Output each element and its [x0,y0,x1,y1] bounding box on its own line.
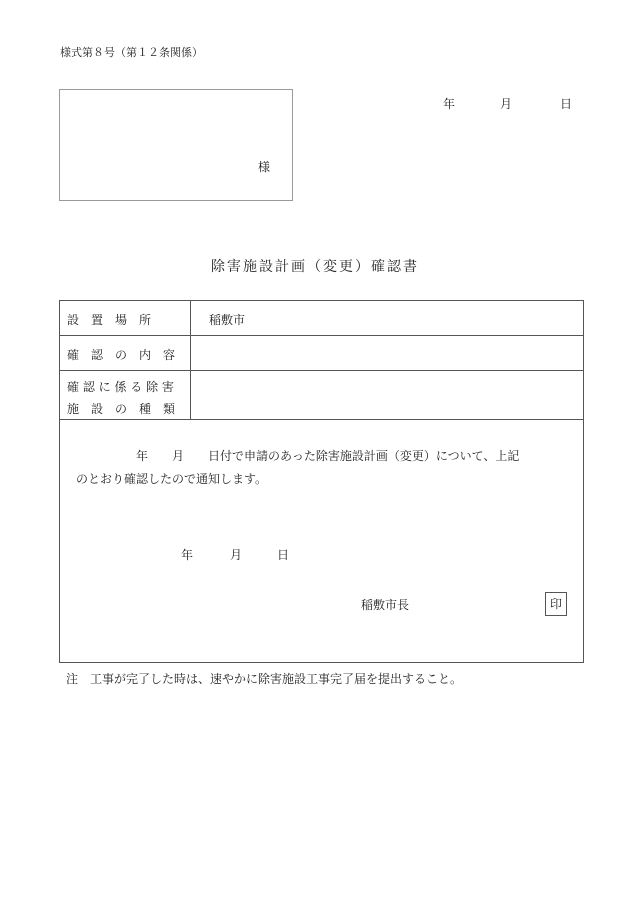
header-date-year: 年 [443,97,456,111]
facility-type-label-cell [60,371,191,419]
seal-mark: 印 [545,592,567,616]
notice-date-day: 日 [277,548,290,562]
header-date-month: 月 [500,97,513,111]
facility-type-label [67,376,175,420]
facility-type-label-line1: 確 認 に 係 る 除 害 [67,380,174,394]
location-value: 稲敷市 [209,313,246,327]
table-row-facility-type [60,371,583,420]
table-row-location [60,301,583,336]
confirmation-table [59,300,584,663]
notice-text: 年 月 日付で申請のあった除害施設計画（変更）について、上記 のとおり確認したので通知します。 [76,449,520,486]
issuer-name: 稲敷市長 [361,598,410,612]
header-date-day: 日 [560,97,573,111]
location-label-cell [60,301,191,335]
content-label: 確 認 の 内 容 [67,348,176,362]
location-label: 設 置 場 所 [67,313,152,327]
document-title: 除害施設計画（変更）確認書 [211,259,419,275]
facility-type-label-line2: 施 設 の 種 類 [67,402,176,416]
footnote: 注 工事が完了した時は、速やかに除害施設工事完了届を提出すること。 [66,672,463,686]
form-number: 様式第８号（第１２条関係） [60,46,203,59]
table-row-content [60,336,583,371]
content-label-cell [60,336,191,370]
addressee-honorific: 様 [258,160,271,174]
notice-date-year: 年 [181,548,194,562]
addressee-box [59,89,293,201]
notice-date-month: 月 [230,548,243,562]
